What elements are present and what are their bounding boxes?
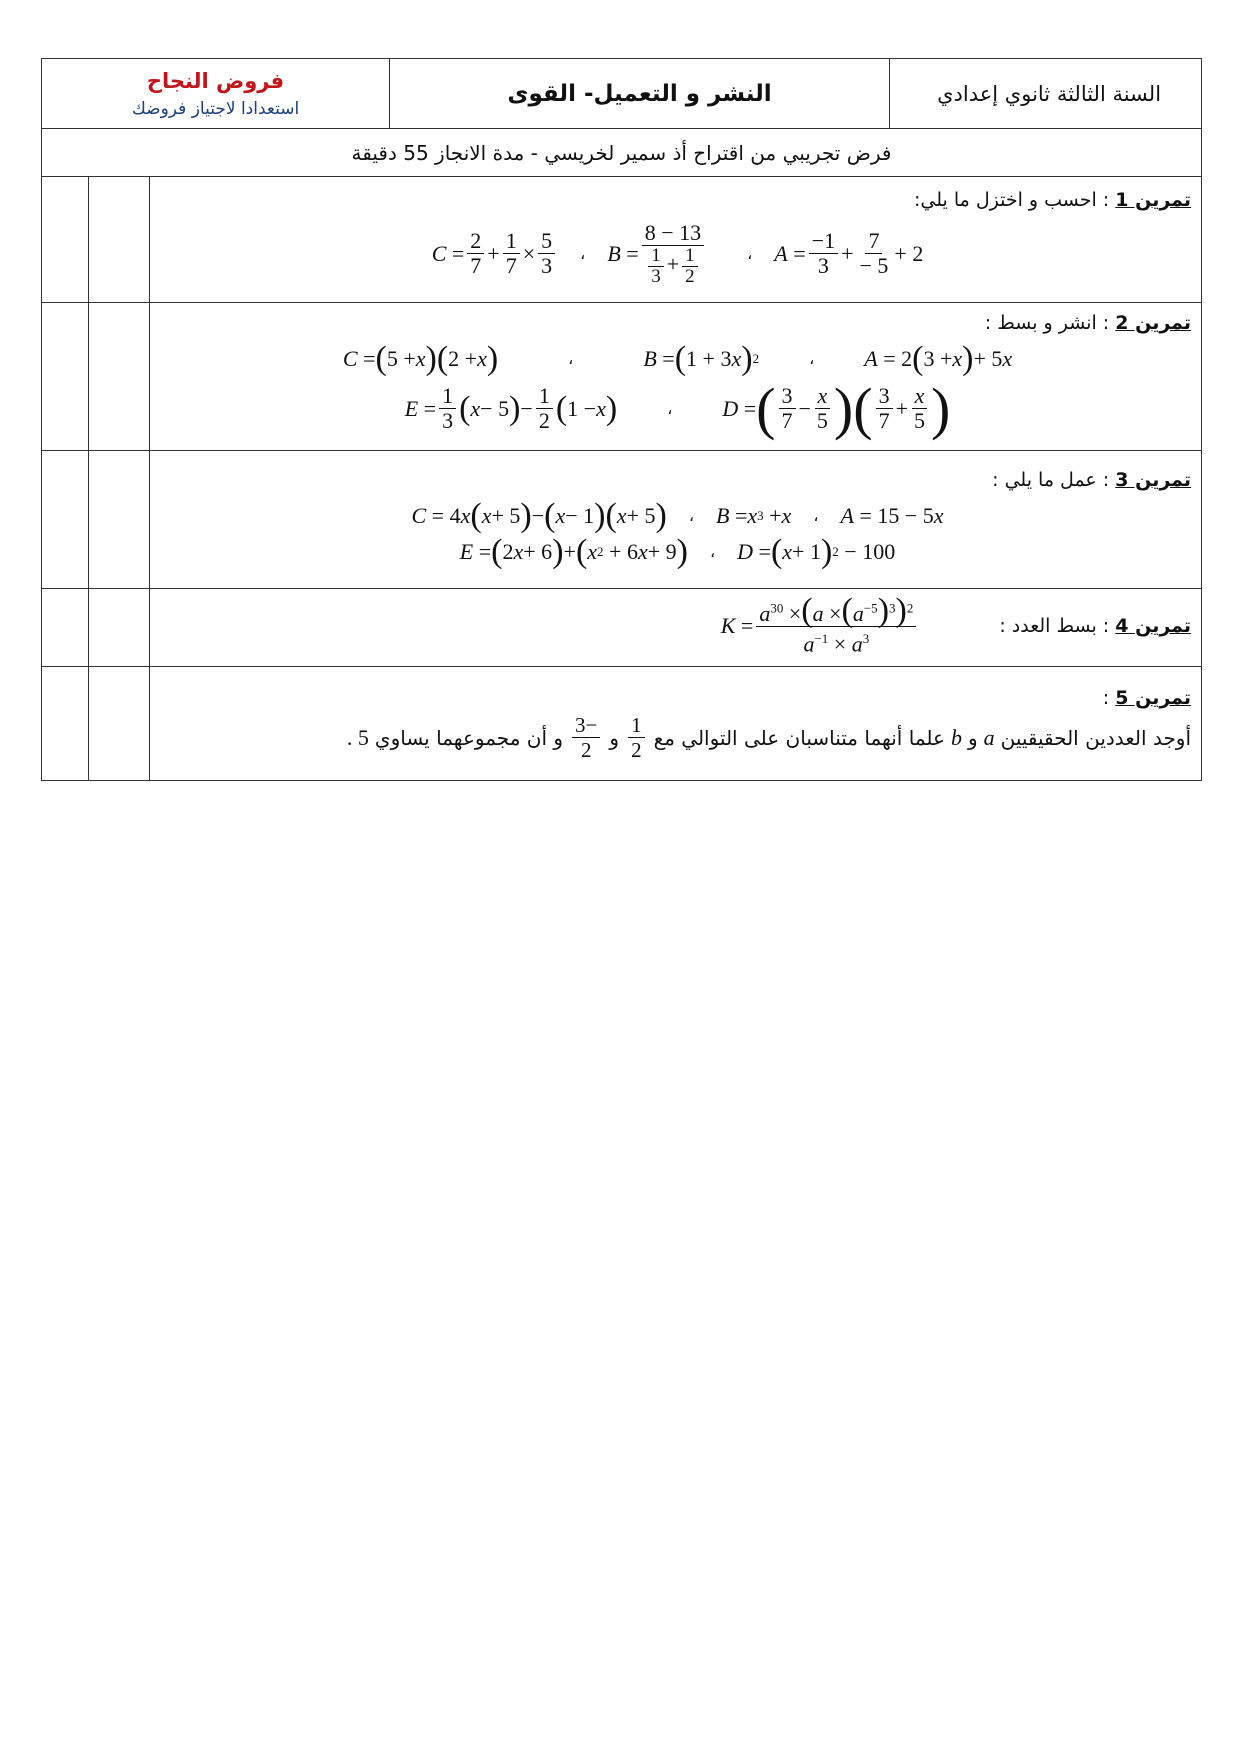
exercise-1-heading — [164, 185, 1191, 215]
score-cell — [89, 451, 150, 589]
exercise-instruction: : عمل ما يلي : — [992, 468, 1116, 491]
score-cell — [42, 177, 89, 303]
fraction-minus-three-halves — [572, 713, 600, 762]
variable-b: b — [950, 724, 962, 750]
exercise-1 — [150, 177, 1202, 303]
exercise-2 — [150, 303, 1202, 451]
exam-table — [41, 58, 1202, 781]
fraction-one-half — [628, 713, 645, 762]
exercise-label: تمرين 3 — [1115, 468, 1192, 491]
exercise-3-row — [42, 451, 1202, 589]
exercise-instruction: : بسط العدد : — [999, 615, 1116, 638]
statement-text: و أن مجموعهما يساوي — [374, 725, 564, 750]
exam-sheet — [41, 58, 1201, 781]
score-cell — [42, 451, 89, 589]
fraction-numerator: −3 — [572, 713, 600, 738]
score-cell — [42, 667, 89, 781]
subtitle-text: فرض تجريبي من اقتراح أذ سمير لخريسي - مدة الانجاز 55 دقيقة — [42, 129, 1202, 177]
score-cell — [89, 177, 150, 303]
exercise-label: تمرين 5 — [1115, 687, 1192, 709]
exercise-4 — [150, 589, 1202, 667]
formula-row: C = 4 x ( x + 5 ) − ( x − 1 )( x + 5 ) ، B = x 3 + x ، A = 15 − 5 x — [411, 496, 944, 534]
conjunction: و — [609, 725, 620, 750]
exercise-label: تمرين 1 — [1115, 188, 1192, 211]
exercise-instruction: : احسب و اختزل ما يلي: — [913, 188, 1116, 211]
score-cell — [89, 667, 150, 781]
exercise-1-row — [42, 177, 1202, 303]
brand-subtitle: استعدادا لاجتياز فروضك — [131, 98, 300, 119]
fraction-numerator: 1 — [628, 713, 645, 738]
formula-row: C = ( 5 + x )( 2 + x ) ، B = ( 1 + 3 x ) 2 ، A = 2 ( 3 + x ) + 5 x — [342, 339, 1013, 377]
exercise-5-heading — [164, 683, 1191, 713]
exercise-5-statement — [164, 713, 1191, 762]
brand-cell — [42, 59, 390, 129]
header-row — [42, 59, 1202, 129]
exercise-instruction: : — [1102, 687, 1116, 709]
exercise-3-heading — [164, 465, 1191, 495]
exercise-4-heading — [999, 611, 1191, 641]
exercise-label: تمرين 2 — [1115, 311, 1192, 334]
conjunction: و — [967, 725, 978, 750]
subtitle-row — [42, 129, 1202, 177]
exercise-5 — [150, 667, 1202, 781]
exercise-2-heading — [164, 308, 1191, 338]
score-cell — [89, 589, 150, 667]
sum-value: 5 . — [346, 724, 369, 750]
fraction-denominator: 2 — [580, 738, 592, 762]
formula-row: C = $\frac{2}{7}$ + $\frac{1}{7}$ × $\frac{5}{3}$ ، B = 8 − 13 $\frac{1}{3}$ + $\frac{1}{2}$ ، A = $\frac{-1}{3}$ + $\frac{7}{- 5}$ + 2 — [431, 219, 924, 287]
formula-row: K = $\frac{a^{30} \times(a \times(a^{-5})^3)^2}{a^{-1} \times a^3}$ — [721, 596, 920, 656]
formula-row: E = $\frac{1}{3}$ ( x − 5 ) − $\frac{1}{2}$ ( 1 − x ) ، D = ( $\frac{3}{7}$ − $\frac{x}{5}$ )( $\frac{3}{7}$ + $\frac{x}{5}$ ) — [404, 375, 951, 441]
formula-row: E = ( 2 x + 6 ) + ( x 2 + 6 x + 9 ) ، D = ( x + 1 ) 2 − 100 — [459, 532, 896, 570]
exercise-label: تمرين 4 — [1115, 615, 1192, 638]
exercise-4-row — [42, 589, 1202, 667]
variable-a: a — [983, 724, 995, 750]
topic-title: النشر و التعميل- القوى — [390, 59, 890, 129]
statement-text: أوجد العددين الحقيقيين — [1000, 725, 1192, 750]
score-cell — [42, 589, 89, 667]
level-title: السنة الثالثة ثانوي إعدادي — [890, 59, 1202, 129]
brand-title: فروض النجاح — [146, 68, 285, 93]
exercise-2-row — [42, 303, 1202, 451]
score-cell — [42, 303, 89, 451]
score-cell — [89, 303, 150, 451]
fraction-denominator: 2 — [631, 738, 642, 762]
statement-text: علما أنهما متناسبان على التوالي مع — [653, 725, 945, 750]
exercise-5-row — [42, 667, 1202, 781]
exercise-instruction: : انشر و بسط : — [984, 311, 1116, 334]
exercise-3 — [150, 451, 1202, 589]
exercise-4-body — [164, 592, 1192, 657]
